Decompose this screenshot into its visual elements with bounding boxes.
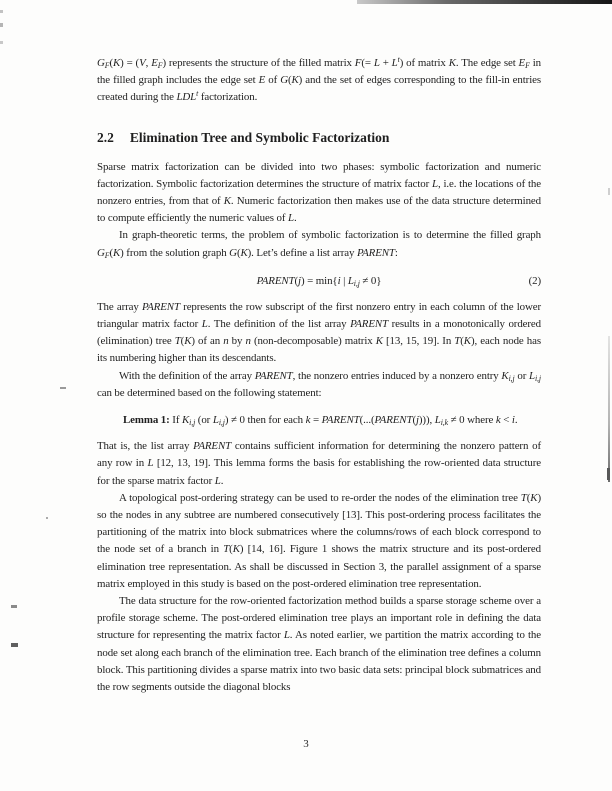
page-content — [97, 55, 541, 696]
scan-artifact-speck — [46, 517, 48, 519]
paragraph-filled-graph-intro: $G_F(K) = (V$, $E_F$) represents the structure of the filled matrix $F(= L + L^t)$ of matrix K. The edge set $E_F$ in the filled graph includes the edge set E of G(K) and the set of edges corresponding to the fill-in entries created during the LDL$^t$ factorization. — [97, 55, 541, 104]
page-number: 3 — [303, 738, 309, 750]
scan-artifact-right-line-blob — [607, 468, 610, 480]
scan-artifact-top-band — [357, 0, 612, 4]
scan-artifact-speck — [60, 387, 66, 389]
paragraph-post-ordering: A topological post-ordering strategy can be used to re-order the nodes of the elimination tree T(K) so the nodes in any subtree are numbered consecutively [13]. This post-ordering process facilitates the partitioning of the matrix into block submatrices where the columns/rows of each block correspond to the node set of a branch in T(K) [14, 16]. Figure 1 shows the matrix structure and its post-ordered elimination tree representation. As shall be discussed in Section 3, the parallel assignment of a sparse matrix employed in this study is based on the post-ordered elimination tree representation. — [97, 491, 541, 590]
paragraph-symbolic-numeric: Sparse matrix factorization can be divided into two phases: symbolic factorization and numeric factorization. Symbolic factorization determines the structure of matrix factor L, i.e. the locations of the nonzero entries, from that of K. Numeric factorization then makes use of the data structure determined to compute efficiently the numeric values of L. — [97, 160, 542, 225]
paragraph-lemma-implication: That is, the list array PARENT contains sufficient information for determining the nonzero pattern of any row in L [12, 13, 19]. This lemma forms the basis for establishing the row-oriented data structure for the sparse matrix factor L. — [97, 440, 541, 487]
lemma-1: Lemma 1: If $K_{i,j}$ (or $L_{i,j}) \ne 0$ then for each k = PARENT(...(PARENT(j))), $L_{i,k} \ne 0$ where k < i. — [123, 414, 518, 428]
paragraph-graph-theoretic: In graph-theoretic terms, the problem of symbolic factorization is to determine the filled graph $G_F(K)$ from the solution graph G(K). Let’s define a list array PARENT: — [97, 229, 541, 260]
section-number: 2.2 — [97, 129, 114, 145]
paragraph-data-structure: The data structure for the row-oriented factorization method builds a sparse storage scheme over a profile storage scheme. The post-ordered elimination tree plays an important role in defining the data structure for representing the matrix factor L. As noted earlier, we partition the matrix according to the node set along each branch of the elimination tree. Each branch of the elimination tree defines a column block. This partitioning divides a sparse matrix into two basic data sets: principal block submatrices and the row segments outside the diagonal blocks — [97, 595, 541, 694]
scan-artifact-right-line — [608, 336, 610, 482]
paragraph-parent-array: The array PARENT represents the row subscript of the first nonzero entry in each column of the lower triangular matrix factor L. The definition of the list array PARENT results in a monotonically ordered (elimination) tree T(K) of an n by n (non-decomposable) matrix K [13, 15, 19]. In T(K), each node has its numbering higher than its descendants. — [97, 300, 542, 365]
equation-body: PARENT(j) = min{i | $L_{i,j} \ne 0$} — [256, 274, 382, 289]
paragraph-nonzero-entries: With the definition of the array PARENT, the nonzero entries induced by a nonzero entry $K_{i,j}$ or $L_{i,j}$ can be determined based on the following statement: — [97, 369, 541, 399]
equation-number: (2) — [528, 274, 541, 287]
scan-artifact-speck — [608, 188, 610, 195]
section-title: Elimination Tree and Symbolic Factorization — [129, 129, 390, 145]
scan-artifact-speck — [11, 643, 18, 647]
scan-artifact-speck — [11, 605, 17, 608]
section-heading — [97, 129, 541, 147]
equation-2 — [97, 271, 541, 291]
scan-artifact-speck — [0, 10, 3, 13]
scan-artifact-speck — [0, 41, 3, 44]
scan-artifact-speck — [0, 23, 3, 27]
